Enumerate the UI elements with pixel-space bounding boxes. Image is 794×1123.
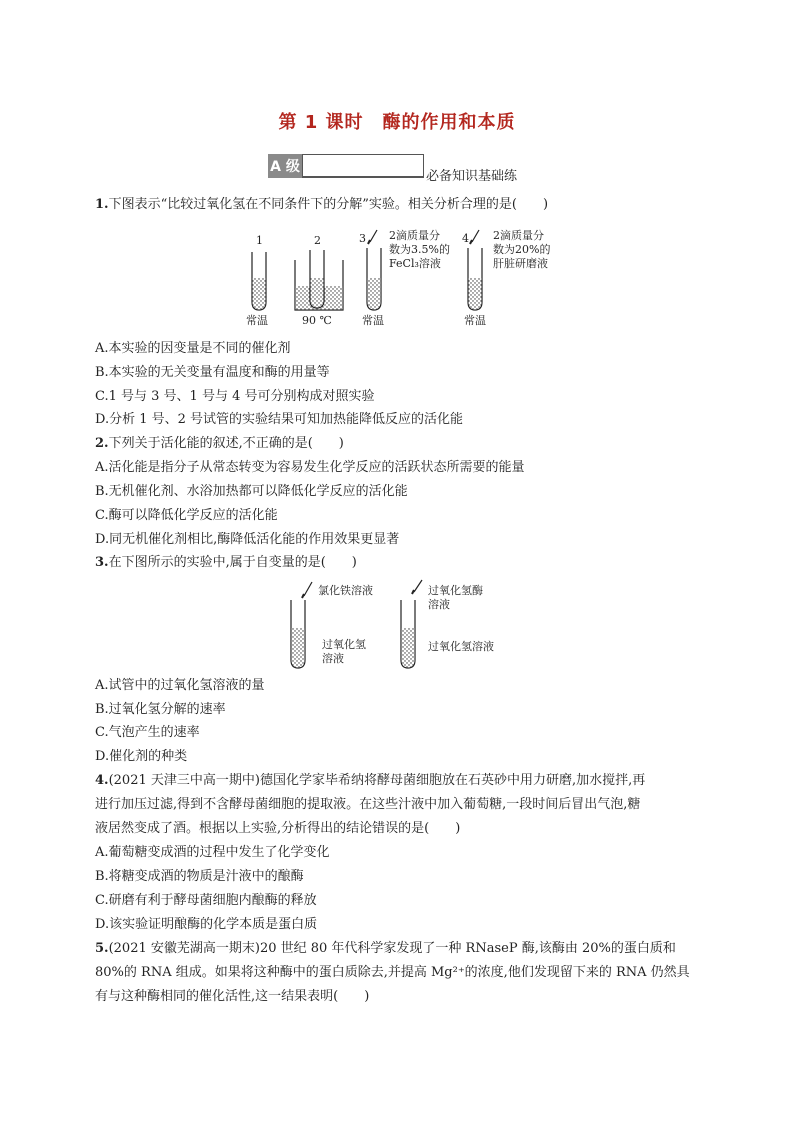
tube-4-note-line-3: 肝脏研磨液 [493,257,548,270]
option-line: B.本实验的无关变量有温度和酶的用量等 [95,365,330,380]
option-line: D.该实验证明酿酶的化学本质是蛋白质 [95,917,318,932]
option-line: D.同无机催化剂相比,酶降低活化能的作用效果更显著 [95,532,400,547]
tube-3-note-line-3: FeCl₃溶液 [389,257,441,270]
option-line: B.将糖变成酒的物质是汁液中的酿酶 [95,869,304,884]
option-line: A.本实验的因变量是不同的催化剂 [95,341,291,356]
question-1-stem [95,197,548,213]
tube-4-note-line-2: 数为20%的 [493,243,551,256]
tube-4-note-line-1: 2滴质量分 [493,229,544,242]
question-number: 5. [95,941,109,956]
question-4-line-2: 进行加压过滤,得到不含酵母菌细胞的提取液。在这些汁液中加入葡萄糖,一段时间后冒出气泡,糖 [95,797,641,812]
option-line: B.无机催化剂、水浴加热都可以降低化学反应的活化能 [95,484,408,499]
left-solution-label-2: 溶液 [322,652,344,665]
option-line: D.分析 1 号、2 号试管的实验结果可知加热能降低反应的活化能 [95,412,464,427]
option-line: D.催化剂的种类 [95,749,188,764]
question-4-line-1 [95,773,645,789]
level-header [268,152,518,184]
tube-2-number: 2 [314,234,321,247]
level-box [302,154,424,178]
right-solution-label: 过氧化氢溶液 [428,640,494,653]
question-2-stem [95,436,344,452]
tube-3-note-line-1: 2滴质量分 [389,229,440,242]
tube-3 [359,228,450,327]
tube-3-note-line-2: 数为3.5%的 [389,243,450,256]
tube-4-number: 4 [462,232,469,245]
option-line: C.研磨有利于酵母菌细胞内酿酶的释放 [95,893,317,908]
tube-3-number: 3 [359,232,366,245]
option-line: A.活化能是指分子从常态转变为容易发生化学反应的活跃状态所需要的能量 [95,460,525,475]
tube-3-condition: 常温 [362,314,384,327]
option-line: B.过氧化氢分解的速率 [95,702,226,717]
figure-test-tubes-two [282,578,512,672]
option-line: C.酶可以降低化学反应的活化能 [95,508,278,523]
question-number: 3. [95,555,109,570]
question-text: 在下图所示的实验中,属于自变量的是( ) [108,555,357,570]
question-text: 下图表示“比较过氧化氢在不同条件下的分解”实验。相关分析合理的是( ) [108,197,549,212]
question-number: 1. [95,197,109,212]
question-text: 下列关于活化能的叙述,不正确的是( ) [108,436,344,451]
tube-2-beaker [295,234,343,327]
left-tube [291,582,373,668]
option-line: A.葡萄糖变成酒的过程中发生了化学变化 [95,845,330,860]
right-tube [401,580,494,668]
right-drop-label-1: 过氧化氢酶 [428,584,483,597]
question-number: 4. [95,773,109,788]
left-drop-label: 氯化铁溶液 [318,584,373,597]
option-line: C.气泡产生的速率 [95,725,200,740]
tube-1-condition: 常温 [246,314,268,327]
question-5-line-1 [95,941,676,957]
page-title: 第 1 课时 酶的作用和本质 [278,112,516,133]
tube-2-condition: 90 ℃ [302,314,332,327]
question-5-line-2: 80%的 RNA 组成。如果将这种酶中的蛋白质除去,并提高 Mg²⁺的浓度,他们发现留下来的 RNA 仍然具 [95,965,690,980]
level-badge: A 级 [268,154,302,178]
tube-4 [462,228,550,327]
tube-1-number: 1 [256,234,263,247]
question-3-stem [95,555,357,571]
question-text: (2021 天津三中高一期中)德国化学家毕希纳将酵母菌细胞放在石英砂中用力研磨,加水搅拌,再 [108,773,646,788]
question-5-line-3: 有与这种酶相同的催化活性,这一结果表明( ) [95,989,370,1004]
left-solution-label-1: 过氧化氢 [322,638,366,651]
tube-1 [246,234,268,327]
figure-test-tubes-four [240,228,560,332]
option-line: A.试管中的过氧化氢溶液的量 [95,678,265,693]
level-text: 必备知识基础练 [426,169,518,184]
question-text: (2021 安徽芜湖高一期末)20 世纪 80 年代科学家发现了一种 RNaseP 酶,该酶由 20%的蛋白质和 [108,941,676,956]
right-drop-label-2: 溶液 [428,598,450,611]
option-line: C.1 号与 3 号、1 号与 4 号可分别构成对照实验 [95,389,375,404]
question-number: 2. [95,436,109,451]
question-4-line-3: 液居然变成了酒。根据以上实验,分析得出的结论错误的是( ) [95,821,461,836]
tube-4-condition: 常温 [464,314,486,327]
